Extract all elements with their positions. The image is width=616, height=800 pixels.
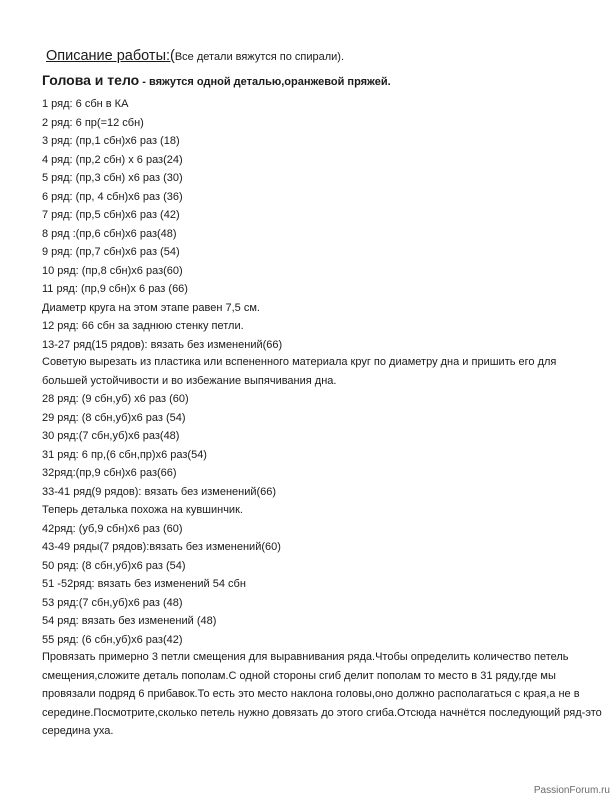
note-line: Теперь деталька похожа на кувшинчик. bbox=[42, 504, 243, 516]
section-heading bbox=[42, 72, 391, 90]
row-line: 12 ряд: 66 сбн за заднюю стенку петли. bbox=[42, 320, 244, 332]
row-list-a bbox=[42, 95, 612, 354]
row-line: 31 ряд: 6 пр,(6 сбн,пр)х6 раз(54) bbox=[42, 448, 207, 461]
row-line: 7 ряд: (пр,5 сбн)х6 раз (42) bbox=[42, 209, 180, 221]
row-line: 11 ряд: (пр,9 сбн)х 6 раз (66) bbox=[42, 283, 188, 295]
advice-paragraph: Советую вырезать из пластика или вспененного материала круг по диаметру дна и пришить его для большей устойчивости и во избежание выпячивания дна. bbox=[42, 356, 557, 387]
row-line: 30 ряд:(7 сбн,уб)х6 раз(48) bbox=[42, 430, 180, 442]
title-main: Описание работы:( bbox=[46, 48, 175, 64]
row-line: 42ряд: (уб,9 сбн)х6 раз (60) bbox=[42, 522, 183, 535]
row-line: 4 ряд: (пр,2 сбн) х 6 раз(24) bbox=[42, 153, 183, 166]
row-line: 9 ряд: (пр,7 сбн)х6 раз (54) bbox=[42, 246, 180, 258]
row-line: 50 ряд: (8 сбн,уб)х6 раз (54) bbox=[42, 559, 186, 572]
instruction-paragraph: Провязать примерно 3 петли смещения для выравнивания ряда.Чтобы определить количество петель смещения,сложите деталь пополам.С одной стороны сгиб делит пополам то место в 31 ряду,где мы провязали подряд 6 прибавок.То есть это место наклона головы,оно должно располагаться с края,а не в середине.Посмотрите,сколько петель нужно довязать до этого сгиба.Отсюда начнётся последующий ряд-это середина уха. bbox=[42, 651, 602, 737]
row-line: 5 ряд: (пр,3 сбн) х6 раз (30) bbox=[42, 172, 183, 184]
row-line: 13-27 ряд(15 рядов): вязать без изменений(66) bbox=[42, 338, 283, 351]
row-line: 51 -52ряд: вязать без изменений 54 сбн bbox=[42, 578, 246, 590]
row-line: 1 ряд: 6 сбн в КА bbox=[42, 98, 129, 110]
row-line: 28 ряд: (9 сбн,уб) х6 раз (60) bbox=[42, 393, 189, 405]
row-line: 32ряд:(пр,9 сбн)х6 раз(66) bbox=[42, 467, 177, 479]
row-list-b bbox=[42, 390, 612, 649]
row-line: 3 ряд: (пр,1 сбн)х6 раз (18) bbox=[42, 135, 180, 147]
document-title bbox=[46, 47, 344, 65]
site-watermark: PassionForum.ru bbox=[533, 785, 610, 796]
row-line: 29 ряд: (8 сбн,уб)х6 раз (54) bbox=[42, 411, 186, 424]
note-line: Диаметр круга на этом этапе равен 7,5 см. bbox=[42, 301, 260, 314]
row-line: 6 ряд: (пр, 4 сбн)х6 раз (36) bbox=[42, 190, 183, 203]
row-line: 53 ряд:(7 сбн,уб)х6 раз (48) bbox=[42, 596, 183, 609]
row-line: 43-49 ряды(7 рядов):вязать без изменений(60) bbox=[42, 541, 281, 553]
row-line: 8 ряд :(пр,6 сбн)х6 раз(48) bbox=[42, 227, 177, 240]
row-line: 10 ряд: (пр,8 сбн)х6 раз(60) bbox=[42, 264, 183, 277]
row-line: 33-41 ряд(9 рядов): вязать без изменений(66) bbox=[42, 485, 277, 498]
section-heading-note: - вяжутся одной деталью,оранжевой пряжей. bbox=[139, 76, 391, 88]
row-line: 2 ряд: 6 пр(=12 сбн) bbox=[42, 116, 144, 129]
title-note: Все детали вяжутся по спирали). bbox=[174, 51, 345, 63]
row-line: 55 ряд: (6 сбн,уб)х6 раз(42) bbox=[42, 633, 183, 646]
section-heading-main: Голова и тело bbox=[42, 72, 140, 88]
row-line: 54 ряд: вязать без изменений (48) bbox=[42, 615, 217, 627]
